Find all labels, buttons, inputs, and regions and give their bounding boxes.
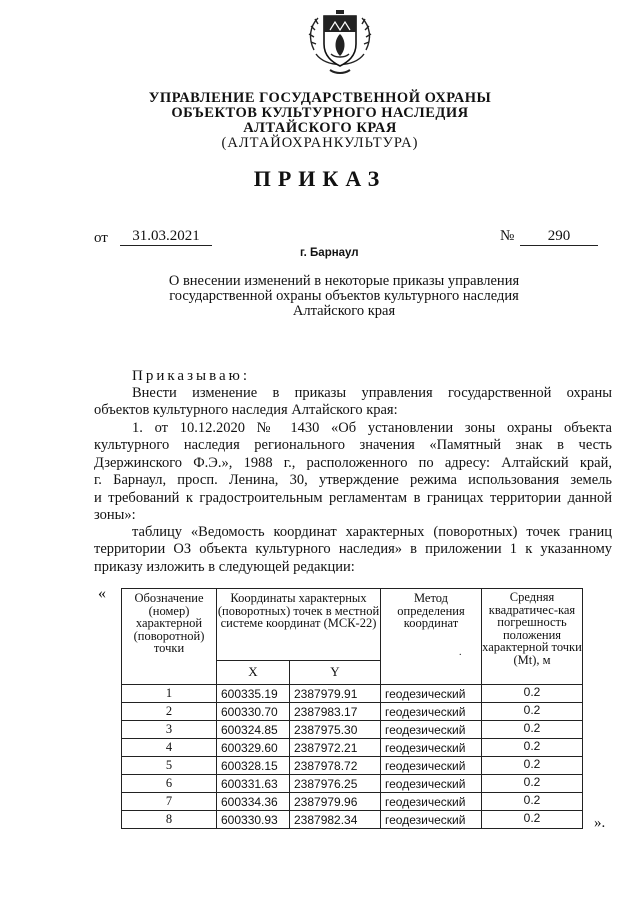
- col-header-y: Y: [290, 661, 381, 685]
- org-name-line2: ОБЪЕКТОВ КУЛЬТУРНОГО НАСЛЕДИЯ: [171, 105, 469, 121]
- accuracy-cell: 0.2: [482, 703, 583, 721]
- subject-line3: Алтайского края: [292, 303, 396, 319]
- paragraph-1-cont: [94, 402, 612, 420]
- method-cell: геодезический: [381, 739, 482, 757]
- paragraph-3-line3: приказу изложить в следующей редакции:: [94, 558, 355, 575]
- coord-x-cell: 600330.93: [217, 811, 290, 829]
- paragraph-2: [132, 420, 612, 438]
- table-row: [122, 757, 583, 775]
- subject-line1: О внесении изменений в некоторые приказы управления: [168, 273, 520, 289]
- paragraph-2-line2: культурного наследия регионального значения «Памятный знак в честь: [94, 437, 612, 453]
- table-row: [122, 703, 583, 721]
- city: г. Барнаул: [300, 247, 359, 259]
- accuracy-cell: 0.2: [482, 793, 583, 811]
- col-header-coordinates: Координаты характерных (поворотных) точек в местной системе координат (МСК-22): [217, 589, 381, 661]
- paragraph-3-cont: [94, 541, 612, 576]
- table-row: [122, 775, 583, 793]
- method-cell: геодезический: [381, 793, 482, 811]
- paragraph-2-line4: г. Барнаул, просп. Ленина, 30, утверждение режима использования земель: [94, 472, 612, 488]
- point-number-cell: 3: [122, 721, 217, 739]
- coord-y-cell: 2387979.96: [290, 793, 381, 811]
- table-row: [122, 685, 583, 703]
- coord-x-cell: 600328.15: [217, 757, 290, 775]
- altai-krai-coat-of-arms-icon: [300, 10, 380, 78]
- coordinates-table-body: [122, 685, 583, 829]
- paragraph-2-line5: и требований к градостроительным регламентам в границах территории данной: [94, 489, 612, 506]
- number-value: 290: [520, 228, 598, 246]
- coord-x-cell: 600331.63: [217, 775, 290, 793]
- stray-mark: .: [459, 647, 462, 658]
- method-cell: геодезический: [381, 775, 482, 793]
- paragraph-1: [132, 385, 612, 403]
- coordinates-table: [121, 588, 583, 829]
- coord-x-cell: 600335.19: [217, 685, 290, 703]
- col-header-method: [381, 589, 482, 685]
- paragraph-2-line3: Дзержинского Ф.Э.», 1988 г., расположенного по адресу: Алтайский край,: [94, 454, 612, 471]
- accuracy-cell: 0.2: [482, 685, 583, 703]
- coord-x-cell: 600324.85: [217, 721, 290, 739]
- coord-x-cell: 600330.70: [217, 703, 290, 721]
- coord-x-cell: 600329.60: [217, 739, 290, 757]
- order-keyword: Приказываю:: [132, 368, 250, 384]
- date-value: 31.03.2021: [120, 228, 212, 246]
- method-cell: геодезический: [381, 685, 482, 703]
- accuracy-cell: 0.2: [482, 721, 583, 739]
- paragraph-1-line2: объектов культурного наследия Алтайского края:: [94, 402, 398, 418]
- coord-y-cell: 2387982.34: [290, 811, 381, 829]
- table-row: [122, 811, 583, 829]
- col-header-method-text: Метод определения координат: [397, 591, 465, 630]
- quote-close: ».: [594, 815, 606, 831]
- method-cell: геодезический: [381, 811, 482, 829]
- coord-y-cell: 2387979.91: [290, 685, 381, 703]
- paragraph-3-line1: таблицу «Ведомость координат характерных (поворотных) точек границ: [132, 524, 612, 540]
- col-header-point-number: Обозначение (номер) характерной (поворотной) точки: [122, 589, 217, 685]
- coord-y-cell: 2387978.72: [290, 757, 381, 775]
- coord-y-cell: 2387975.30: [290, 721, 381, 739]
- paragraph-3-line2: территории ОЗ объекта культурного наследия» в приложении 1 к указанному: [94, 541, 612, 557]
- accuracy-cell: 0.2: [482, 811, 583, 829]
- point-number-cell: 7: [122, 793, 217, 811]
- accuracy-cell: 0.2: [482, 739, 583, 757]
- col-header-accuracy: Средняя квадратичес-кая погрешность положения характерной точки (Mt), м: [482, 589, 583, 685]
- point-number-cell: 5: [122, 757, 217, 775]
- number-label: №: [500, 228, 515, 244]
- org-short-name: (АЛТАЙОХРАНКУЛЬТУРА): [221, 135, 419, 151]
- org-name-line3: АЛТАЙСКОГО КРАЯ: [243, 120, 397, 136]
- org-name-line1: УПРАВЛЕНИЕ ГОСУДАРСТВЕННОЙ ОХРАНЫ: [148, 90, 492, 106]
- table-row: [122, 793, 583, 811]
- subject-line2: государственной охраны объектов культурного наследия: [169, 288, 519, 304]
- method-cell: геодезический: [381, 721, 482, 739]
- table-row: [122, 739, 583, 757]
- date-label: от: [94, 230, 108, 246]
- paragraph-1-line1: Внести изменение в приказы управления государственной охраны: [132, 385, 612, 401]
- paragraph-3: [132, 524, 612, 542]
- quote-open: «: [98, 585, 106, 602]
- point-number-cell: 8: [122, 811, 217, 829]
- point-number-cell: 2: [122, 703, 217, 721]
- point-number-cell: 4: [122, 739, 217, 757]
- paragraph-2-line1: 1. от 10.12.2020 № 1430 «Об установлении зоны охраны объекта: [132, 420, 612, 436]
- paragraph-2-cont: [94, 437, 612, 525]
- col-header-x: X: [217, 661, 290, 685]
- method-cell: геодезический: [381, 757, 482, 775]
- point-number-cell: 6: [122, 775, 217, 793]
- accuracy-cell: 0.2: [482, 757, 583, 775]
- point-number-cell: 1: [122, 685, 217, 703]
- coord-y-cell: 2387972.21: [290, 739, 381, 757]
- paragraph-2-line6: зоны»:: [94, 507, 136, 523]
- table-row: [122, 721, 583, 739]
- coord-y-cell: 2387983.17: [290, 703, 381, 721]
- coord-x-cell: 600334.36: [217, 793, 290, 811]
- method-cell: геодезический: [381, 703, 482, 721]
- accuracy-cell: 0.2: [482, 775, 583, 793]
- coord-y-cell: 2387976.25: [290, 775, 381, 793]
- document-type-title: ПРИКАЗ: [253, 166, 387, 191]
